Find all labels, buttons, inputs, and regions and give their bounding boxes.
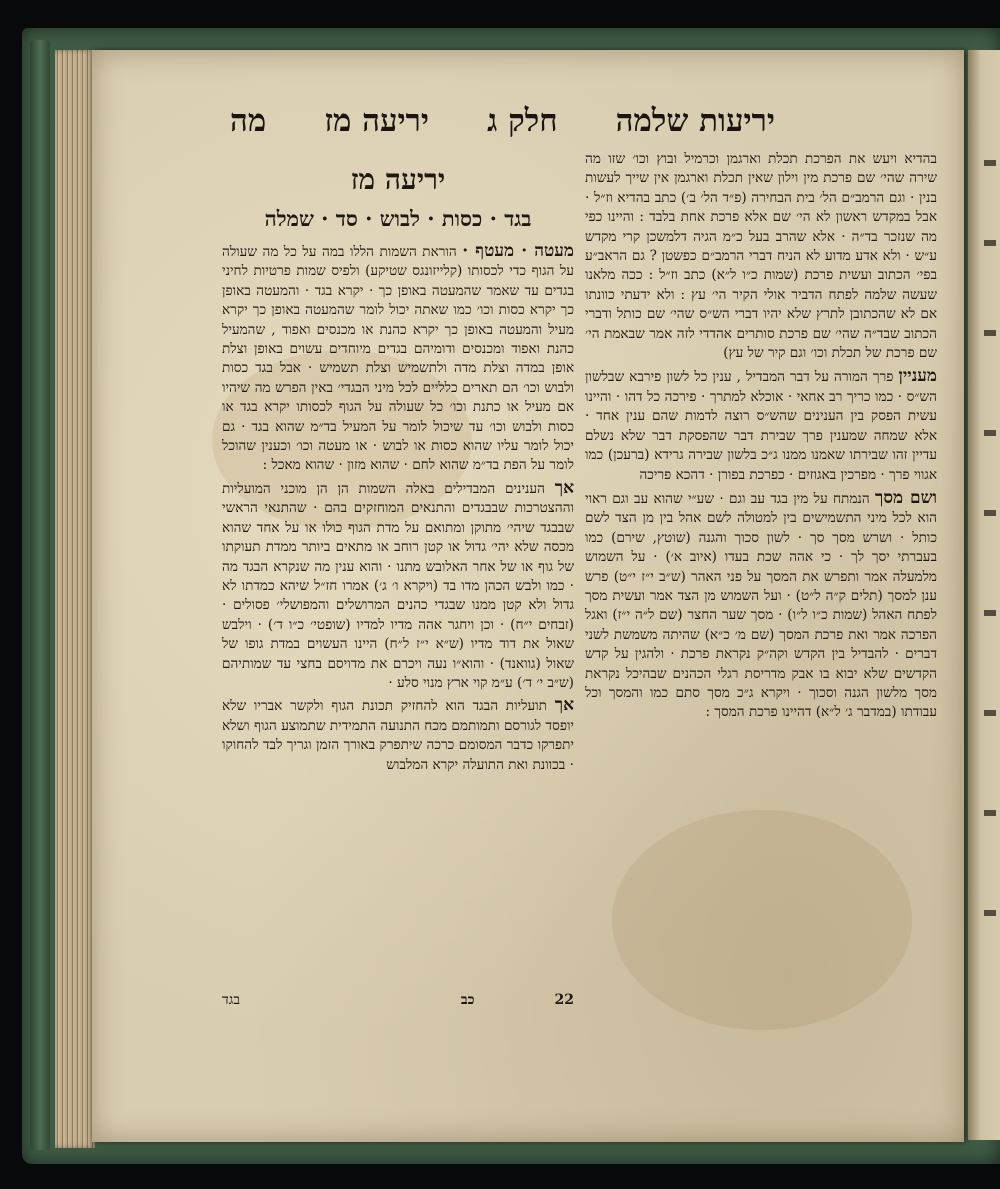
entry <box>222 696 574 775</box>
entry-text: תועליות הבגד הוא להחזיק תכונת הגוף ולקשר אבריו שלא יופסד לגורסם ותמותמם מכח התנועה התמידית שתמוצע הגוף ושלא יתפרקו כדבר המסומם כרכה שיתפרק באורך הזמן וגריך לבד להחוקו · בכוונת ואת התועלה יקרא המלבוש <box>222 698 574 773</box>
entry <box>585 367 937 484</box>
entry-text: פרך המורה על דבר המבדיל , ענין כל לשון פירבא שבלשון הש״ס · כמו כריך רב אחאי · אוכלא למתרך · פירכה כל דהו · והיינו עשית הפסק בין הענינים שהש״ס רוצה לדמות שהם ענין אחד · אלא שמחה שמענין פרך שבירת דבר שהפסקת דבר שלא נשלם עדיין זהו שבירתו שאמנו ממנו ג״כ בלשון שבירה גרידא (ברעכן) כמו אגווי פרך · מפרכין באגוזים · כפרכת בפורן · דהכא פריכה <box>585 369 937 483</box>
entry-headword: מעטה · מעטף · <box>462 241 574 261</box>
paragraph: בהדיא ויעש את הפרכת תכלת וארגמן וכרמיל ובוץ וכו׳ שזו מה שירה שהי׳ שם פרכת מין וילון שאין תכלת וארגמן אין שייך לעשות בנין · וגם הרמב״ם הל׳ בית הבחירה (פ״ד הל׳ ב׳) כתב בהדיא וז״ל · אבל במקדש ראשון לא הי׳ שם אלא פרכת אחת בלבד : והיינו כפי מה שנזכר בד״ה · אלא שהרב בעל כ״מ הגיה דלמשכן קרי מקדש ע״ש · ולא אדע מדוע לא הניח דברי הרמב״ם כפשטן ? גם הראב״ע בפי׳ הכתוב ועשית פרכת (שמות כ״ו ל״א) כתב וז״ל : ככה מלאנו שעשה שלמה לפתח הדביר אולי הקיר הי׳ עץ : ולא ידעתי כוונתו אם לא שהכתובן לתרץ שלא יהיו דברי הש״ס שהי׳ שם כותל ודברי הכתוב שבד״ה שהי׳ שם פרכת סותרים אהדדי לזה אמר שבאמת הי׳ שם פרכת של תכלת וכו׳ וגם קיר של עץ) <box>585 151 937 362</box>
entry <box>222 242 574 476</box>
entry-headword: ושם מסך <box>874 487 937 508</box>
page-footer <box>222 988 574 1012</box>
book-title: יריעות שלמה <box>615 103 775 139</box>
entry-text: הנמתח על מין בגד עב וגם · שע״י שהוא עב וגם ראוי הוא לכל מיני התשמישים בין למטולה לשם אהל בין מן הצד לשם כותל · ושרש מסך סך · לשון סכוך והגנה (שוטץ, שירם) כמו בעברתי יסך לך · כי אהה שכת בעדו (איוב א׳) · על השמוש מלמעלה אמר ותפרש את המסך על פני האהר (ש״ב י״ז י״ט) פרש ענן למסך (תלים ק״ה ל״ט) · ועל השמוש מן הצד אמר ועשית מסך לפתח האהל (שמות כ״ו ל״ו) · מסך שער החצר (שם ל״ה י״ז) ואגל הפרכה אמר ואת פרכת המסך (שם מ׳ כ״א) שהיתה משמשת לשני דברים · להבדיל בין הקדש וקה״ק נקראת פרכת · ולהגין על קדש הקדשים שלא יבוא בו אבק מדריסת רגלי הכהנים שבהיכל נקראת מסך מלשון הגנה וסכוך · ויקרא ג״כ מסך סתם כמו והמסך וכל עבודתו (במדבר ג׳ ל״א) דהיינו פרכת המסך : <box>585 490 937 721</box>
signature-mark-hebrew: כב <box>460 991 475 1008</box>
cover-spine-edge <box>30 40 50 1150</box>
signature-mark-number: 22 <box>554 992 574 1008</box>
entry-headword: מעניין <box>898 366 937 387</box>
synonym-list: בגד · כסות · לבוש · סד · שמלה <box>264 206 532 231</box>
entry-text: הוראת השמות הללו במה על כל מה שעולה על הגוף כדי לכסותו (קלייזונגס שטיקע) ולפיס שמות פרטיות לחיני בגדים עד שאמר שהמעטה באופן כך · יקרא בגד · והמעטה באופן כך יקרא כסות וכו׳ כמו שאתה יכול לומר שהמעטה באופן כך יקרא מעיל והמעטה באופן כך יקרא כהנת או מכנסים ואפוד , שהמעיל כהנת ואפוד ומכנסים ודומיהם בגדים מיוחדים עשוים באופן וצלת אופן במדה וצלת מדה ולתשמיש וצלת תשמיש · אבל בגד כסות ולבוש וכו׳ הם תארים כלליים לכל מיני הבגדי׳ באין הפרש מה שיהיו אם מעיל או כתנת וכו׳ כל שעולה על הגוף לכסותו יקרא בגד או כסות ולבוש וכו׳ עד שיכול לומר על המעיל בד״מ שהוא בגד · גם יכול לומר עליו שהוא כסות או לבוש · או מעטה וכו׳ וכענין שהוכל לומר על הפת בד״מ שהוא לחם · שהוא מזון · שהוא מאכל : <box>222 244 574 474</box>
part-label: חלק ג <box>487 103 558 139</box>
folio-number: מה <box>230 103 267 139</box>
right-column <box>585 150 937 723</box>
left-column <box>222 150 574 775</box>
chapter-title: יריעה מז <box>350 163 446 196</box>
entry-headword: אך <box>554 695 575 716</box>
page-stack-edge <box>55 50 95 1148</box>
entry-headword: אך <box>554 477 574 498</box>
catchword: בגד <box>222 991 241 1008</box>
section-label: יריעה מז <box>324 103 430 139</box>
running-head <box>230 98 775 144</box>
next-page-edge <box>968 50 1000 1140</box>
entry <box>222 479 574 693</box>
entry <box>585 489 937 723</box>
entry-text: הענינים המבדילים באלה השמות הן הן מוכני המועליות וההצטרכות שבבגדים והתנאים המוחזקים בהם · שהתנאי הראשי שבבגד שיהי׳ מתוקן ומתואם על מדת הגוף כולו או על אחד שהוא מכסה שלא יהי׳ גדול או קטן רוחב או מתאים ביותר ממדת תעוקתו של גוף או של אחר האלובש מתנו · והוא ענין מה שנקרא הבגד מה · כמו ולבש הכהן מדו בד (ויקרא ו׳ ג׳) אמרו חז״ל שיהא כמדתו לא גדול ולא קטן ממנו שבגדי כהנים המרושלים והמפושלי׳ פסולים · (זבחים י״ח) · וכן ויחגר אהה מדיו למדיו (שופטי׳ כ״ו ד׳) · וילבש שאול את דוד מדיו (ש״א י״ז ל״ח) היינו העשוים במדת גופו של שאול (גוואנד) · והוא״ו נעה ויכרם את מדויסם בחצי עד שמותיהם (ש״ב י׳ ד׳) ע״מ קוי ארץ מנוי סלע · <box>222 480 574 691</box>
